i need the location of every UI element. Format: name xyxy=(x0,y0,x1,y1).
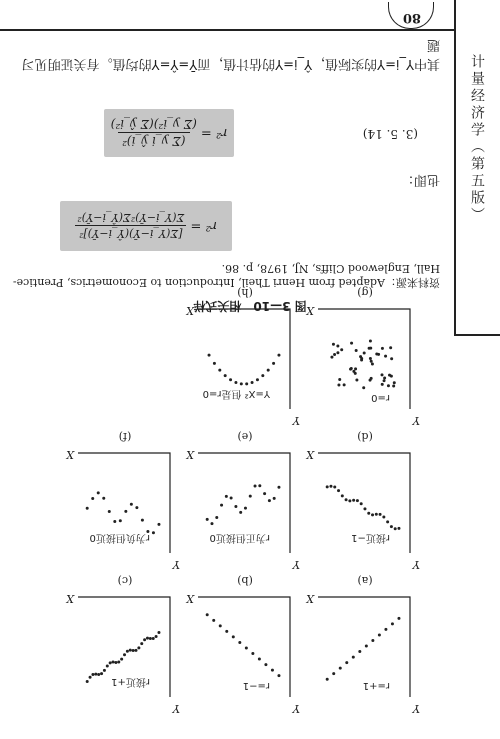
data-point xyxy=(381,383,384,386)
data-point xyxy=(384,355,387,358)
data-point xyxy=(91,673,94,676)
data-point xyxy=(371,363,374,366)
data-point xyxy=(355,378,358,381)
x-axis-label: X xyxy=(306,448,314,461)
data-point xyxy=(225,495,228,498)
data-point xyxy=(140,642,143,645)
data-point xyxy=(135,506,138,509)
x-axis-label: X xyxy=(306,592,314,605)
data-point xyxy=(379,513,382,516)
data-point xyxy=(337,383,340,386)
data-point xyxy=(130,503,133,506)
panel-caption: r为正但接近0 xyxy=(209,532,270,543)
data-point xyxy=(238,641,241,644)
data-point xyxy=(132,649,135,652)
panel-caption: r=−1 xyxy=(242,680,270,691)
data-point xyxy=(91,497,94,500)
data-point xyxy=(333,486,336,489)
data-point xyxy=(157,631,160,634)
data-point xyxy=(390,525,393,528)
panel-label: (h) xyxy=(237,286,253,299)
data-point xyxy=(210,522,213,525)
data-point xyxy=(129,649,132,652)
data-point xyxy=(220,504,223,507)
data-point xyxy=(141,519,144,522)
data-point xyxy=(212,619,215,622)
data-point xyxy=(348,499,351,502)
data-point xyxy=(383,377,386,380)
formula-1-denominator: Σ(Y_i−Ȳ)²Σ(Ŷ_i−Ȳ)² xyxy=(77,211,185,225)
data-point xyxy=(387,384,390,387)
data-point xyxy=(218,369,221,372)
data-point xyxy=(256,378,259,381)
figure-caption: 图 3—10 相关式样 xyxy=(193,299,307,313)
data-point xyxy=(152,637,155,640)
data-point xyxy=(339,667,342,670)
data-point xyxy=(381,347,384,350)
data-point xyxy=(341,494,344,497)
data-point xyxy=(369,379,372,382)
formula-box-2 xyxy=(104,109,234,157)
y-axis-label: Y xyxy=(172,558,180,571)
data-point xyxy=(370,360,373,363)
data-point xyxy=(149,637,152,640)
formula-1-numerator: [Σ(Y_i−Ȳ)(Ŷ_i−Ȳ)]² xyxy=(75,226,186,241)
panel-axes xyxy=(318,309,410,409)
data-point xyxy=(350,342,353,345)
data-point xyxy=(86,680,89,683)
panel-caption: r=0 xyxy=(371,392,390,403)
data-point xyxy=(332,672,335,675)
scatter-panel-g xyxy=(310,295,422,415)
data-point xyxy=(363,352,366,355)
page-number: 80 xyxy=(402,10,422,25)
data-point xyxy=(381,373,384,376)
panel-label: (d) xyxy=(357,430,373,443)
data-point xyxy=(271,669,274,672)
data-point xyxy=(338,378,341,381)
data-point xyxy=(123,653,126,656)
x-axis-label: X xyxy=(66,448,74,461)
data-point xyxy=(215,516,218,519)
panel-caption: Y=X² 但是r=0 xyxy=(202,388,270,399)
data-point xyxy=(137,646,140,649)
intro-text: 也即： xyxy=(400,172,440,187)
data-point xyxy=(97,491,100,494)
data-point xyxy=(109,661,112,664)
data-point xyxy=(345,661,348,664)
formula-box-1 xyxy=(60,201,232,251)
data-point xyxy=(384,628,387,631)
data-point xyxy=(208,354,211,357)
data-point xyxy=(355,349,358,352)
data-point xyxy=(261,374,264,377)
y-axis-label: Y xyxy=(412,702,420,715)
data-point xyxy=(206,518,209,521)
data-point xyxy=(86,507,89,510)
data-point xyxy=(239,511,242,514)
x-axis-label: X xyxy=(186,592,194,605)
data-point xyxy=(350,367,353,370)
header-divider xyxy=(454,0,456,336)
data-point xyxy=(277,486,280,489)
data-point xyxy=(386,520,389,523)
formula-2-lhs: r² = xyxy=(200,125,228,141)
data-point xyxy=(206,613,209,616)
y-axis-label: Y xyxy=(292,414,300,427)
data-point xyxy=(143,638,146,641)
data-point xyxy=(393,381,396,384)
data-point xyxy=(157,523,160,526)
data-point xyxy=(326,485,329,488)
panel-label: (c) xyxy=(117,574,133,587)
data-point xyxy=(367,512,370,515)
data-point xyxy=(330,356,333,359)
data-point xyxy=(337,489,340,492)
data-point xyxy=(333,353,336,356)
body-text-line: 其中Y_i=Y的实际值，Ŷ_i=Y的估计值，而Ȳ=Ŷ=Y的均值。有关证明见习题 xyxy=(21,37,440,71)
data-point xyxy=(277,674,280,677)
equation-number: (3. 5. 14) xyxy=(362,127,418,141)
data-point xyxy=(230,496,233,499)
panel-caption: r接近+1 xyxy=(111,676,150,687)
data-point xyxy=(245,382,248,385)
data-point xyxy=(267,369,270,372)
data-point xyxy=(394,527,397,530)
panel-label: (b) xyxy=(237,574,253,587)
data-point xyxy=(354,367,357,370)
data-point xyxy=(268,499,271,502)
panel-label: (a) xyxy=(357,574,373,587)
y-axis-label: Y xyxy=(292,558,300,571)
data-point xyxy=(369,357,372,360)
data-point xyxy=(254,485,257,488)
data-point xyxy=(232,635,235,638)
data-point xyxy=(383,379,386,382)
x-axis-label: X xyxy=(186,304,194,317)
data-point xyxy=(114,661,117,664)
data-point xyxy=(356,499,359,502)
data-point xyxy=(112,661,115,664)
data-point xyxy=(120,658,123,661)
data-point xyxy=(360,358,363,361)
formula-2-denominator: (Σ y_i²)(Σ ŷ_i²) xyxy=(110,117,197,132)
data-point xyxy=(397,617,400,620)
panel-caption: r=+1 xyxy=(362,680,390,691)
data-point xyxy=(336,344,339,347)
data-point xyxy=(155,635,158,638)
figure-source-note: 资料来源：Adapted from Henri Theil, Introduction to Econometrics, Prentice-Hall, Englewood Cliffs, NJ, 1978, p. 86. xyxy=(12,262,440,289)
data-point xyxy=(213,362,216,365)
data-point xyxy=(134,649,137,652)
data-point xyxy=(251,381,254,384)
data-point xyxy=(363,507,366,510)
data-point xyxy=(94,673,97,676)
data-point xyxy=(264,663,267,666)
data-point xyxy=(224,374,227,377)
data-point xyxy=(375,513,378,516)
data-point xyxy=(234,505,237,508)
data-point xyxy=(365,645,368,648)
data-point xyxy=(108,510,111,513)
y-axis-label: Y xyxy=(412,558,420,571)
data-point xyxy=(390,357,393,360)
data-point xyxy=(378,633,381,636)
panel-label: (f) xyxy=(118,430,132,443)
data-point xyxy=(249,495,252,498)
data-point xyxy=(371,513,374,516)
data-point xyxy=(258,658,261,661)
data-point xyxy=(124,510,127,513)
data-point xyxy=(113,520,116,523)
data-point xyxy=(360,502,363,505)
panel-caption: r为负但接近0 xyxy=(89,532,150,543)
panel-label: (g) xyxy=(357,286,373,299)
data-point xyxy=(336,351,339,354)
formula-2-numerator: (Σ y_i ŷ_i)² xyxy=(118,133,190,149)
data-point xyxy=(352,656,355,659)
data-point xyxy=(277,354,280,357)
data-point xyxy=(332,343,335,346)
data-point xyxy=(225,630,228,633)
data-point xyxy=(389,346,392,349)
data-point xyxy=(103,669,106,672)
data-point xyxy=(326,678,329,681)
data-point xyxy=(377,353,380,356)
x-axis-label: X xyxy=(66,592,74,605)
data-point xyxy=(345,498,348,501)
data-point xyxy=(97,673,100,676)
data-point xyxy=(119,519,122,522)
data-point xyxy=(392,385,395,388)
formula-1-lhs: r² = xyxy=(190,218,217,234)
data-point xyxy=(382,515,385,518)
data-point xyxy=(371,639,374,642)
data-point xyxy=(100,672,103,675)
panel-label: (e) xyxy=(237,430,253,443)
data-point xyxy=(368,347,371,350)
data-point xyxy=(352,370,355,373)
data-point xyxy=(329,485,332,488)
data-point xyxy=(152,531,155,534)
data-point xyxy=(117,661,120,664)
data-point xyxy=(126,650,129,653)
data-point xyxy=(263,492,266,495)
data-point xyxy=(244,507,247,510)
data-point xyxy=(219,624,222,627)
top-rule xyxy=(0,30,454,32)
data-point xyxy=(397,527,400,530)
data-point xyxy=(106,664,109,667)
data-point xyxy=(369,340,372,343)
data-point xyxy=(273,497,276,500)
data-point xyxy=(234,381,237,384)
data-point xyxy=(89,676,92,679)
data-point xyxy=(229,378,232,381)
y-axis-label: Y xyxy=(292,702,300,715)
data-point xyxy=(362,386,365,389)
x-axis-label: X xyxy=(306,304,314,317)
data-point xyxy=(340,348,343,351)
y-axis-label: Y xyxy=(172,702,180,715)
x-axis-label: X xyxy=(186,448,194,461)
data-point xyxy=(352,499,355,502)
data-point xyxy=(391,622,394,625)
header-divider-horizontal xyxy=(454,334,500,336)
data-point xyxy=(272,362,275,365)
data-point xyxy=(251,652,254,655)
data-point xyxy=(390,375,393,378)
y-axis-label: Y xyxy=(412,414,420,427)
panel-caption: r接近−1 xyxy=(351,532,390,543)
data-point xyxy=(245,646,248,649)
data-point xyxy=(102,497,105,500)
data-point xyxy=(146,637,149,640)
data-point xyxy=(240,382,243,385)
data-point xyxy=(258,484,261,487)
data-point xyxy=(343,383,346,386)
data-point xyxy=(358,650,361,653)
running-header-title: 计量经济学（第五版） xyxy=(469,54,485,224)
